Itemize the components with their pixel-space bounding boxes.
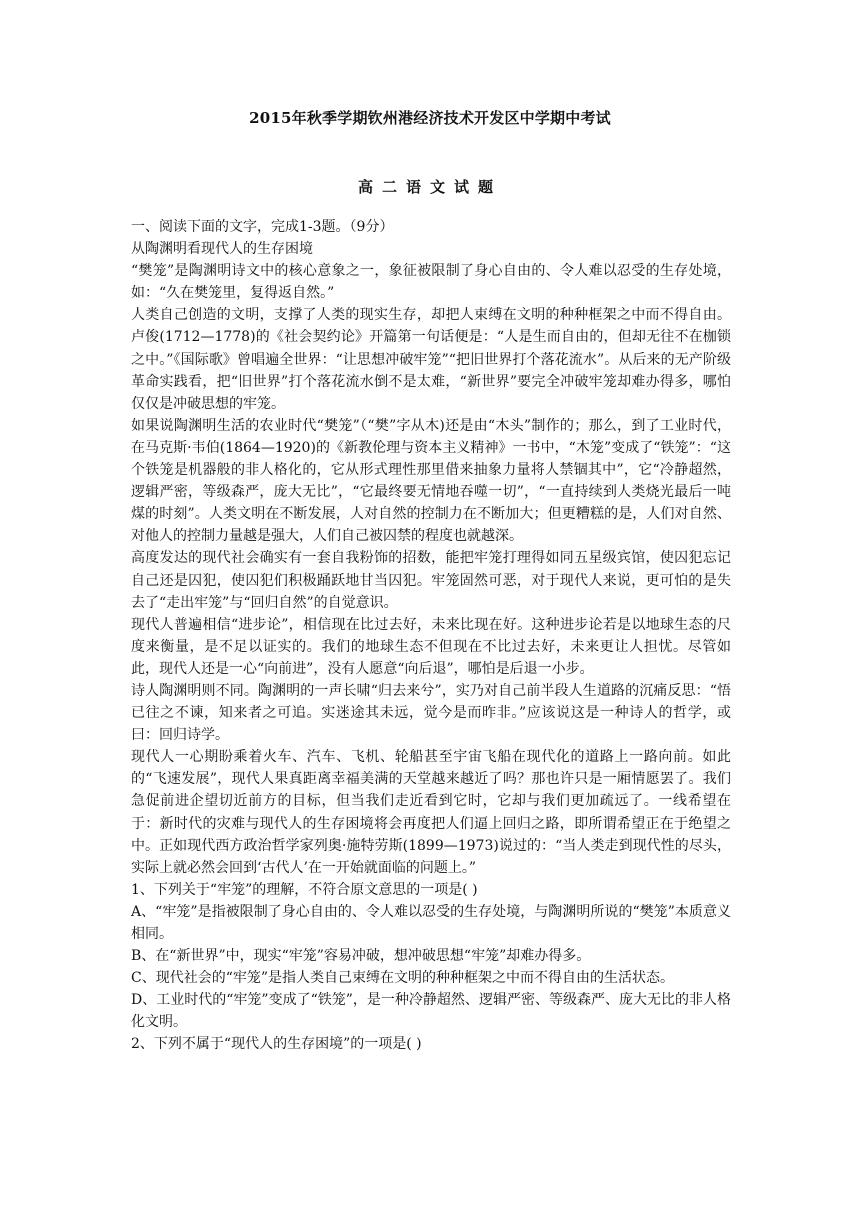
question-1-option-d: D、工业时代的“牢笼”变成了“铁笼”，是一种冷静超然、逻辑严密、等级森严、庞大无比的非人格化文明。: [131, 992, 731, 1031]
passage-paragraph: 高度发达的现代社会确实有一套自我粉饰的招数，能把牢笼打理得如同五星级宾馆，使囚犯忘记自己还是囚犯，使囚犯们积极踊跃地甘当囚犯。牢笼固然可恶，对于现代人来说，更可怕的是失去了“走出牢笼”与“回归自然”的自觉意识。: [131, 550, 731, 611]
passage-paragraph: 人类自己创造的文明，支撑了人类的现实生存，却把人束缚在文明的种种框架之中而不得自由。卢俊(1712—1778)的《社会契约论》开篇第一句话便是：“人是生而自由的，但却无往不在枷锁之中。”《国际歌》曾唱遍全世界：“让思想冲破牢笼”“把旧世界打个落花流水”。从后来的无产阶级革命实践看，把“旧世界”打个落花流水倒不是太难，“新世界”要完全冲破牢笼却难办得多，哪怕仅仅是冲破思想的牢笼。: [131, 307, 731, 412]
question-1-option-c: C、现代社会的“牢笼”是指人类自己束缚在文明的种种框架之中而不得自由的生活状态。: [131, 970, 675, 987]
passage-paragraph: “樊笼”是陶渊明诗文中的核心意象之一，象征被限制了身心自由的、令人难以忍受的生存处境，如：“久在樊笼里，复得返自然。”: [131, 263, 731, 302]
exam-body: [131, 216, 731, 1056]
passage-paragraph: 现代人一心期盼乘着火车、汽车、飞机、轮船甚至宇宙飞船在现代化的道路上一路向前。如此的“飞速发展”，现代人果真距离幸福美满的天堂越来越近了吗？那也许只是一厢情愿罢了。我们急促前进企望切近前方的目标，但当我们走近看到它时，它却与我们更加疏远了。一线希望在于：新时代的灾难与现代人的生存困境将会再度把人们逼上回归之路，即所谓希望正在于绝望之中。正如现代西方政治哲学家列奥·施特劳斯(1899—1973)说过的：“当人类走到现代性的尽头，实际上就必然会回到‘古代人’在一开始就面临的问题上。”: [131, 749, 731, 876]
passage-paragraph: 如果说陶渊明生活的农业时代“樊笼”（“樊”字从木)还是由“木头”制作的；那么，到了工业时代，在马克斯·韦伯(1864—1920)的《新教伦理与资本主义精神》一书中，“木笼”变成了“铁笼”：“这个铁笼是机器般的非人格化的，它从形式理性那里借来抽象力量将人禁锢其中”，它“冷静超然，逻辑严密，等级森严，庞大无比”，“它最终要无情地吞噬一切”，“一直持续到人类烧光最后一吨煤的时刻”。人类文明在不断发展，人对自然的控制力在不断加大；但更糟糕的是，人们对自然、对他人的控制力量越是强大，人们自己被囚禁的程度也就越深。: [131, 417, 731, 545]
section-heading: 一、阅读下面的文字，完成1-3题。（9分）: [131, 219, 394, 235]
question-2: 2、下列不属于“现代人的生存困境”的一项是( ): [131, 1036, 422, 1053]
question-1-option-a: A、“牢笼”是指被限制了身心自由的、令人难以忍受的生存处境，与陶渊明所说的“樊笼”本质意义相同。: [131, 903, 731, 942]
exam-subtitle: 高二语文试题: [357, 178, 502, 196]
passage-title: 从陶渊明看现代人的生存困境: [131, 241, 313, 258]
exam-title: 2015年秋季学期钦州港经济技术开发区中学期中考试: [249, 109, 611, 127]
question-1-option-b: B、在“新世界”中，现实“牢笼”容易冲破，想冲破思想“牢笼”却难办得多。: [131, 948, 591, 965]
passage-paragraph: 现代人普遍相信“进步论”，相信现在比过去好，未来比现在好。这种进步论若是以地球生态的尺度来衡量，是不足以证实的。我们的地球生态不但现在不比过去好，未来更让人担忧。尽管如此，现代人还是一心“向前进”，没有人愿意“向后退”，哪怕是后退一小步。: [131, 616, 731, 677]
question-1: 1、下列关于“牢笼”的理解，不符合原文意思的一项是( ): [131, 881, 478, 898]
passage-paragraph: 诗人陶渊明则不同。陶渊明的一声长啸“归去来兮”，实乃对自己前半段人生道路的沉痛反思：“悟已往之不谏，知来者之可追。实迷途其未远，觉今是而昨非。”应该说这是一种诗人的哲学，或曰：回归诗学。: [131, 682, 731, 744]
